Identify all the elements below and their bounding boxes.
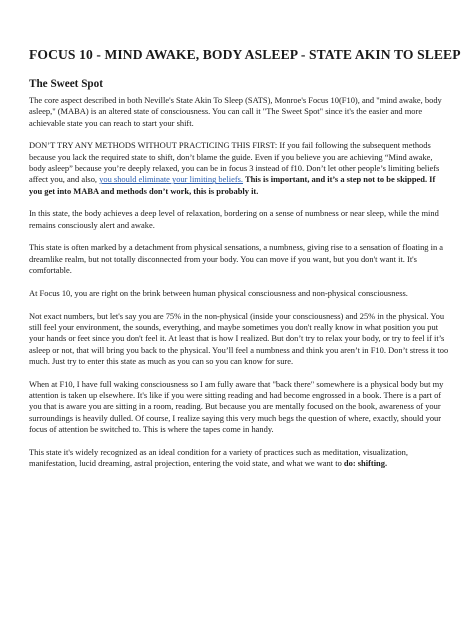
paragraph-intro: The core aspect described in both Neville's State Akin To Sleep (SATS), Monroe's Focus 10(F10), and "mind awake, body asleep," (MABA) is an altered state of consciousness. You can call it "The Sweet Spot" since it's the easier and more achievable state you can reach to start your shift.: [29, 95, 442, 128]
paragraph-body-relaxation: In this state, the body achieves a deep level of relaxation, bordering on a sense of numbness or near sleep, while the mind remains consciously alert and awake.: [29, 208, 439, 230]
page-title: FOCUS 10 - MIND AWAKE, BODY ASLEEP - STATE AKIN TO SLEEP: [29, 47, 461, 62]
paragraph-brink: At Focus 10, you are right on the brink between human physical consciousness and non-physical consciousness.: [29, 287, 408, 298]
paragraph-waking-consciousness: When at F10, I have full waking consciousness so I am fully aware that "back there" somewhere is a physical body but my attention is taken up elsewhere. It's like if you were sitting reading and had become engrossed in a book. There is a part of you that is aware you are sitting in a room, reading. But because you are mentally focused on the book, awareness of your surroundings is heavily dulled. Of course, I realize saying this very much begs the question of where, exactly, should your focus of attention be switched to. This is where the tapes come in handy.: [29, 378, 444, 434]
paragraph-applications: [29, 447, 449, 470]
section-heading: The Sweet Spot: [29, 78, 103, 90]
applications-bold-text: do: shifting.: [343, 457, 388, 468]
warning-bold-text: This is important, and it’s a step not to be skipped. If you get into MABA and methods don’t work, this is probably it.: [29, 174, 436, 196]
document-page: [29, 47, 461, 481]
paragraph-percentages: Not exact numbers, but let's say you are 75% in the non-physical (inside your consciousness) and 25% in the physical. You still feel your environment, the sounds, everything, and maybe sometimes you don't really know in what position you put your hands or feet since you don't feel it. At least that is how I realized. But don’t try to relax your body, or try to feel if it’s asleep or not, that will bring you back to the physical. You’ll feel a numbness and think you aren’t in F10. Don’t stress it too much. Just try to enter this state as much as you can so you can know for sure.: [29, 310, 449, 366]
applications-text: This state it's widely recognized as an ideal condition for a variety of practices such as meditation, visualization, manifestation, lucid dreaming, astral projection, entering the void state, and what we want to: [29, 446, 408, 468]
paragraph-warning: [29, 140, 449, 196]
warning-text: DON’T TRY ANY METHODS WITHOUT PRACTICING THIS FIRST: If you fail following the subsequent methods because you lack the required state to shift, don’t blame the guide. Even if you believe you are achieving “Mind awake, body asleep” because you’re deeply relaxed, you can be in focus 3 instead of f10. Don’t let other people’s limiting beliefs affect you, and also,: [29, 140, 440, 185]
limiting-beliefs-link[interactable]: you should eliminate your limiting beliefs.: [99, 174, 244, 185]
paragraph-detachment: This state is often marked by a detachment from physical sensations, a numbness, giving rise to a sensation of floating in a dreamlike realm, but not totally disconnected from your body. You can move if you want, but you don't want it. It's comfortable.: [29, 242, 444, 276]
